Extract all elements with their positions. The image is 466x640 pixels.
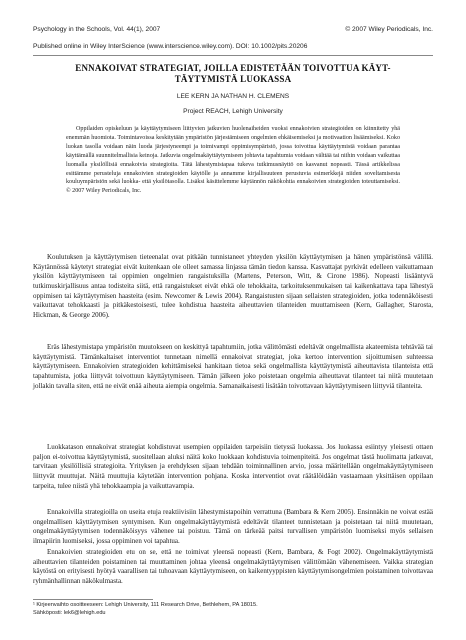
author-affiliation: Project REACH, Lehigh University (183, 108, 283, 115)
journal-citation: Psychology in the Schools, Vol. 44(1), 2007 (33, 26, 161, 33)
copyright-notice: © 2007 Wiley Periodicals, Inc. (345, 26, 433, 33)
body-paragraph: Ennakoivilla strategioilla on useita etuja reaktiivisiin lähestymistapoihin verrattuna (Bambara & Kern 2005). Ensinnäkin ne voivat estää ongelmallisen käyttäytymisen syntymisen. Kun ongelmakäyttäytymistä edeltävät tilanteet tunnistetaan ja poistetaan tai niitä muutetaan, ongelmakäyttäytymisen todennäköisyys vähenee tai poistuu. Tämä on tärkeää paitsi turvallisen ympäristön luomiseksi myös sellaisen ilmapiirin luomiseksi, jossa oppiminen voi tapahtua. (33, 508, 433, 545)
article-title: ENNAKOIVAT STRATEGIAT, JOILLA EDISTETÄÄN TOIVOTTUA KÄYT-TÄYTYMISTÄ LUOKASSA (75, 63, 391, 84)
abstract: Oppilaiden opiskeluun ja käyttäytymiseen liittyvien jatkuvien huolenaiheiden vuoksi ennakoivien strategioiden on kiinnitetty yhä enemmän huomiota. Toimintavoissa keskitytään ympäristön järjestämiseen ongelmien ehkäisemiseksi ja motivaation lisäämiseksi. Koko luokan tasolla voidaan näin luoda järjestyneempi ja toimivampi oppimisympäristö, jossa toivottua käyttäytymistä voidaan parantaa käyttämällä suunnitelmallisia keinoja. Jatkuvia ongelmakäyttäytymiseen johtavia tapahtumia voidaan välttää tai niihin voidaan vaikuttaa luomalla yksilöllisiä ennakoivia strategioita. Tätä lähestymistapaa tukeva tutkimusnäyttö on kasvanut nopeasti. Tässä artikkelissa esittämme perusteluja ennakoivien strategioiden käytölle ja annamme kirjallisuuteen perustuvia esimerkkejä niiden soveltamisesta kouluympäristön sekä luokka- että yksilötasolla. Lisäksi käsittelemme käytännön näkökohtia ennakoivien strategioiden toteuttamiseksi. © 2007 Wiley Periodicals, Inc. (66, 126, 400, 195)
footnote-address: ¹ Kirjeenvaihto osoitteeseen: Lehigh University, 111 Research Drive, Bethlehem, PA 18015. (33, 602, 258, 608)
online-publication: Published online in Wiley InterScience (www.interscience.wiley.com) (33, 43, 233, 50)
article-authors: LEE KERN JA NATHAN H. CLEMENS (176, 93, 290, 100)
footnote-rule (33, 599, 153, 600)
body-paragraph: Koulutuksen ja käyttäytymisen tieteenalat ovat pitkään tunnistaneet yhteyden yksilön käyttäytymisen ja hänen ympäristönsä välillä. Käytännössä käytetyt strategiat eivät kuitenkaan ole olleet samassa linjassa tämän tiedon kanssa. Kasvattajat pyrkivät edelleen vaikuttamaan yksilön käyttäytymiseen tai oppimien ongelmien rangaistuksilla (Martens, Peterson, Witt, & Cirone 1986). Nopeasti lisääntyvä tutkimuskirjallisuus antaa todisteita siitä, että rangaistukset eivät ehkä ole tehokkaita, tarkoituksenmukaisen tai kaikenkattava tapa lähestyä oppimisen tai käyttäytymisen haasteita (esim. Newcomer & Lewis 2004). Rangaistusten sijaan sellaisten strategioiden, jotka todennäköisesti vaikuttavat tehokkaasti ja pitkäkestoisesti, tulee kohdistua haasteita aiheuttavien tilanteiden muuttamiseen (Kern, Gallagher, Starosta, Hickman, & George 2006). (33, 253, 433, 319)
publication-info (33, 43, 307, 50)
footnote (33, 602, 433, 617)
body-paragraph: Ennakoivien strategioiden etu on se, että ne toimivat yleensä nopeasti (Kern, Bambara, & Fogt 2002). Ongelmakäyttäytymistä aiheuttavien tilanteiden poistaminen tai muuttaminen johtaa yleensä ongelmakäyttäytymisen välittömään vähenemiseen. Vaikka strategian käytöstä on erityisesti hyötyä vaarallisen tai tuhoavaan käyttäytymiseen, on kaikentyyppisten käyttäytymisongelmien poistaminen toivottavaa ryhmänhallinnan näkökulmasta. (33, 548, 433, 585)
body-paragraph: Luokkatason ennakoivat strategiat kohdistuvat usempien oppilaiden tarpeisiin tietyssä luokassa. Jos luokassa esiintyy yleisesti ottaen paljon ei-toivottua käyttäytymistä, suositellaan aluksi näitä koko luokkaan kohdistuvia toimenpiteitä. Jos ongelmat tästä huolimatta jatkuvat, tarvitaan yksilöllisiä strategioita. Yrityksen ja erehdyksen sijaan tehdään toiminnallinen arvio, jossa määritellään ongelmakäyttäytymiseen liittyvät muuttujat. Näitä muuttujia käytetään intervention pohjana. Koska interventiot ovat räätälöidään vastaamaan yksittäisen oppilaan tarpeita, tulee niistä yhä tehokkaampia ja vaikuttavampia. (33, 443, 433, 490)
header-rule (33, 55, 433, 56)
body-paragraph: Eräs lähestymistapa ympäristön muutokseen on keskittyä tapahtumiin, jotka välittömästi edeltävät ongelmallista akateemista tehtävää tai käyttäytymistä. Tämänkaltaiset interventiot tunnetaan nimellä ennakoivat strategiat, joka kertoo intervention sijoittumisen suhteessa käyttäytymiseen. Ennakoivien strategioiden kehittämiseksi hankitaan tietoa sekä ongelmallista käyttäytymistä aiheuttavista tilanteista että tapahtumista, jotka liittyvät toivottuun käyttäytymiseen. Tämän jälkeen joko poistetaan ongelmia aiheuttavat tilanteet tai niitä muutetaan jollakin tavalla siten, että ne eivät enää aiheuta aiempia ongelmia. Samanaikaisesti lisätään toivottavaan käyttäytymiseen liittyviä tilanteita. (33, 343, 433, 390)
footnote-email: Sähköposti: lek6@lehigh.edu (33, 609, 106, 616)
doi: . DOI: 10.1002/pits.20206 (232, 43, 308, 50)
